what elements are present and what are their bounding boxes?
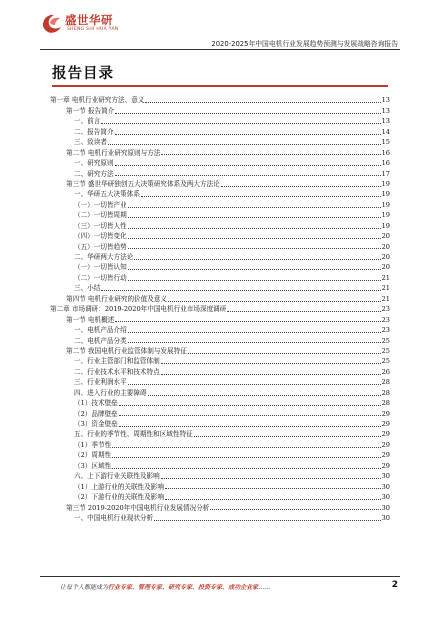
toc-entry[interactable] <box>50 210 390 220</box>
toc-entry-page: 23 <box>381 326 390 335</box>
toc-entry-title: 第一章 电机行业研究方法、意义 <box>50 96 145 105</box>
toc-leader-dots <box>115 165 381 166</box>
toc-leader-dots <box>112 447 380 448</box>
report-title: 2020-2025年中国电机行业发展趋势预测与发展战略咨询报告 <box>211 40 398 48</box>
toc-entry-title: 一、电机产品介绍 <box>74 326 127 335</box>
toc-entry-page: 30 <box>381 482 390 491</box>
toc-entry-page: 20 <box>381 242 390 251</box>
toc-entry[interactable] <box>50 262 390 272</box>
toc-entry[interactable] <box>50 471 390 481</box>
toc-entry-page: 20 <box>381 263 390 272</box>
toc-entry[interactable] <box>50 314 390 324</box>
toc-leader-dots <box>194 436 381 437</box>
toc-leader-dots <box>115 134 381 135</box>
toc-entry[interactable] <box>50 325 390 335</box>
toc-leader-dots <box>101 290 380 291</box>
toc-entry[interactable] <box>50 481 390 491</box>
toc-entry-page: 13 <box>381 106 390 115</box>
toc-entry-page: 30 <box>381 503 390 512</box>
toc-leader-dots <box>128 248 381 249</box>
toc-entry[interactable] <box>50 189 390 199</box>
toc-entry-title: 二、报告简介 <box>74 127 114 136</box>
toc-entry[interactable] <box>50 398 390 408</box>
toc-entry-page: 19 <box>381 179 390 188</box>
toc-entry-title: （一）一切皆产业 <box>74 200 127 209</box>
toc-leader-dots <box>141 196 381 197</box>
toc-leader-dots <box>210 509 380 510</box>
toc-entry-title: 二、电机产品分类 <box>74 336 127 345</box>
toc-leader-dots <box>112 468 380 469</box>
toc-entry-page: 29 <box>381 451 390 460</box>
toc-leader-dots <box>108 144 381 145</box>
toc-entry[interactable] <box>50 304 390 314</box>
toc-entry-title: 二、研究方法 <box>74 169 114 178</box>
toc-entry-title: 第三节 2019-2020年中国电机行业发展情况分析 <box>66 503 210 512</box>
toc-leader-dots <box>161 374 381 375</box>
toc-entry-title: （3）区域性 <box>74 461 112 470</box>
toc-entry[interactable] <box>50 502 390 512</box>
toc-heading: 报告目录 <box>52 66 114 82</box>
toc-entry[interactable] <box>50 179 390 189</box>
toc-entry-title: 二、华研两大方法论 <box>74 253 134 261</box>
toc-entry-title: 第一节 电机概述 <box>66 315 115 324</box>
toc-entry-page: 23 <box>381 315 390 324</box>
toc-entry-page: 29 <box>381 409 390 418</box>
toc-entry[interactable] <box>50 272 390 282</box>
toc-leader-dots <box>221 186 381 187</box>
toc-leader-dots <box>128 228 381 229</box>
toc-entry[interactable] <box>50 241 390 251</box>
toc-entry-page: 21 <box>381 284 390 293</box>
footer-divider <box>40 576 400 577</box>
header-divider <box>40 49 400 50</box>
toc-leader-dots <box>119 415 381 416</box>
toc-entry[interactable] <box>50 126 390 136</box>
toc-entry-page: 19 <box>381 221 390 230</box>
toc-entry[interactable] <box>50 377 390 387</box>
toc-entry-title: （1）技术壁垒 <box>74 399 118 408</box>
footer-highlight: 行业专家 <box>108 584 133 591</box>
toc-entry[interactable] <box>50 137 390 147</box>
toc-entry-page: 25 <box>381 336 390 345</box>
toc-entry-page: 29 <box>381 461 390 470</box>
toc-entry[interactable] <box>50 105 390 115</box>
toc-entry[interactable] <box>50 168 390 178</box>
toc-entry-title: （二）一切皆行动 <box>74 273 127 282</box>
toc-entry-title: （二）一切皆周期 <box>74 211 127 220</box>
toc-entry-page: 28 <box>381 399 390 408</box>
toc-entry-title: （2）下游行业的关联性及影响 <box>74 493 164 502</box>
toc-entry[interactable] <box>50 450 390 460</box>
toc-entry-page: 20 <box>381 253 390 261</box>
toc-entry[interactable] <box>50 356 390 366</box>
toc-entry-title: 第二节 我国电机行业监管体制与发展特征 <box>66 346 187 355</box>
toc-leader-dots <box>161 478 381 479</box>
footer-separator: 、 <box>162 584 169 591</box>
toc-leader-dots <box>128 217 381 218</box>
toc-entry-title: 第三节 盛世华研独创五大决策研究体系及两大方法论 <box>66 179 220 188</box>
toc-leader-dots <box>112 457 380 458</box>
toc-entry-page: 13 <box>381 96 390 105</box>
toc-entry-page: 29 <box>381 420 390 428</box>
toc-leader-dots <box>154 520 380 521</box>
toc-leader-dots <box>188 353 381 354</box>
toc-entry[interactable] <box>50 429 390 439</box>
footer-separator: 、 <box>132 584 139 591</box>
toc-entry-page: 21 <box>381 273 390 282</box>
toc-entry[interactable] <box>50 408 390 418</box>
toc-entry-page: 29 <box>381 430 390 439</box>
toc-entry-title: （三）一切皆人性 <box>74 221 127 230</box>
toc-entry-page: 16 <box>381 148 390 157</box>
toc-entry-page: 23 <box>381 305 390 314</box>
toc-entry[interactable] <box>50 513 390 523</box>
toc-entry-title: 一、前言 <box>74 117 101 126</box>
toc-entry-title: 一、华研五大决策体系 <box>74 190 140 199</box>
toc-entry-page: 14 <box>381 127 390 136</box>
toc-entry-page: 17 <box>381 169 390 178</box>
toc-entry-page: 28 <box>381 388 390 397</box>
footer-tail: …… <box>258 584 271 591</box>
toc-entry-page: 25 <box>381 357 390 366</box>
toc-entry-page: 21 <box>381 294 390 303</box>
toc-leader-dots <box>128 269 381 270</box>
footer-highlight: 投资专家 <box>198 584 223 591</box>
toc-leader-dots <box>119 426 381 427</box>
toc-leader-dots <box>165 488 381 489</box>
toc-leader-dots <box>115 321 380 322</box>
toc-entry-page: 20 <box>381 232 390 241</box>
toc-entry[interactable] <box>50 492 390 502</box>
toc-entry[interactable] <box>50 366 390 376</box>
toc-entry-title: （2）品牌壁垒 <box>74 409 118 418</box>
table-of-contents <box>50 95 390 523</box>
toc-entry-page: 25 <box>381 346 390 355</box>
toc-leader-dots <box>128 238 381 239</box>
toc-entry[interactable] <box>50 335 390 345</box>
toc-entry-title: 三、行业利润水平 <box>74 378 127 387</box>
toc-entry-title: （一）一切皆认知 <box>74 263 127 272</box>
toc-entry-page: 13 <box>381 117 390 126</box>
footer-lead: 让每个人都能成为 <box>60 584 109 591</box>
toc-entry-page: 19 <box>381 190 390 199</box>
toc-entry-page: 28 <box>381 378 390 387</box>
toc-entry-page: 19 <box>381 200 390 209</box>
toc-entry-title: （四）一切皆变化 <box>74 232 127 241</box>
toc-entry-page: 29 <box>381 440 390 449</box>
toc-leader-dots <box>145 102 380 103</box>
toc-entry-page: 30 <box>381 513 390 522</box>
toc-entry[interactable] <box>50 346 390 356</box>
toc-entry-title: 六、上下游行业关联性及影响 <box>74 472 160 481</box>
toc-entry[interactable] <box>50 199 390 209</box>
toc-entry-title: 五、行业的季节性、周期性和区域性特征 <box>74 430 193 439</box>
toc-entry-title: 三、致读者 <box>74 138 107 147</box>
footer-highlight: 管理专家 <box>138 584 163 591</box>
toc-entry-title: 一、中国电机行业现状分析 <box>74 513 154 522</box>
toc-entry-title: 一、研究原则 <box>74 159 114 168</box>
footer-slogan <box>60 582 270 591</box>
toc-entry-page: 26 <box>381 367 390 376</box>
toc-entry-page: 30 <box>381 472 390 481</box>
page-number: 2 <box>391 580 398 590</box>
toc-leader-dots <box>161 154 380 155</box>
toc-leader-dots <box>128 332 381 333</box>
toc-entry[interactable] <box>50 158 390 168</box>
toc-entry[interactable] <box>50 439 390 449</box>
heading-divider <box>52 85 388 87</box>
toc-entry[interactable] <box>50 283 390 293</box>
toc-entry-title: （五）一切皆趋势 <box>74 242 127 251</box>
toc-entry-title: （1）季节性 <box>74 440 112 449</box>
footer-highlight: 研究专家 <box>168 584 193 591</box>
toc-leader-dots <box>115 175 381 176</box>
toc-leader-dots <box>227 311 380 312</box>
toc-leader-dots <box>165 499 381 500</box>
logo-subtext: SHENG SHI HUA YAN <box>67 27 119 32</box>
toc-entry-title: 第二章 市场调研：2019-2020年中国电机行业市场深度调研 <box>50 305 227 314</box>
toc-leader-dots <box>128 280 381 281</box>
toc-entry[interactable] <box>50 419 390 429</box>
footer-separator: 、 <box>192 584 199 591</box>
toc-entry-title: 四、进入行业的主要障碍 <box>74 388 147 397</box>
toc-entry-page: 19 <box>381 211 390 220</box>
toc-entry-title: 第四节 电机行业研究的价值及意义 <box>66 294 168 303</box>
toc-entry-title: 第一节 报告简介 <box>66 106 115 115</box>
toc-leader-dots <box>128 342 381 343</box>
toc-entry-title: 三、小结 <box>74 284 101 293</box>
toc-entry[interactable] <box>50 116 390 126</box>
toc-entry[interactable] <box>50 231 390 241</box>
toc-entry[interactable] <box>50 387 390 397</box>
toc-entry-page: 30 <box>381 493 390 502</box>
toc-entry-title: 二、行业技术水平和技术特点 <box>74 367 160 376</box>
company-logo <box>40 7 130 41</box>
toc-leader-dots <box>161 363 381 364</box>
toc-entry-title: （2）周期性 <box>74 451 112 460</box>
toc-entry-title: （3）资金壁垒 <box>74 420 118 428</box>
toc-leader-dots <box>101 123 380 124</box>
toc-entry-title: 第二节 电机行业研究原则与方法 <box>66 148 161 157</box>
toc-entry-title: （1）上游行业的关联性及影响 <box>74 482 164 491</box>
toc-leader-dots <box>128 384 381 385</box>
footer-separator: 、 <box>222 584 229 591</box>
toc-leader-dots <box>148 395 381 396</box>
footer-highlight: 成功企业家 <box>228 584 259 591</box>
toc-entry[interactable] <box>50 293 390 303</box>
logo-text: 盛世华研 <box>65 13 113 27</box>
toc-leader-dots <box>119 405 381 406</box>
toc-entry[interactable] <box>50 147 390 157</box>
toc-entry[interactable] <box>50 252 390 262</box>
toc-entry-page: 16 <box>381 159 390 168</box>
toc-leader-dots <box>134 259 380 260</box>
logo-emblem-icon <box>40 11 64 35</box>
toc-leader-dots <box>168 301 381 302</box>
toc-entry[interactable] <box>50 220 390 230</box>
toc-leader-dots <box>128 207 381 208</box>
toc-entry[interactable] <box>50 95 390 105</box>
toc-entry[interactable] <box>50 460 390 470</box>
toc-entry-title: 一、行业主管部门和监管体制 <box>74 357 160 366</box>
toc-leader-dots <box>115 113 380 114</box>
toc-entry-page: 15 <box>381 138 390 147</box>
